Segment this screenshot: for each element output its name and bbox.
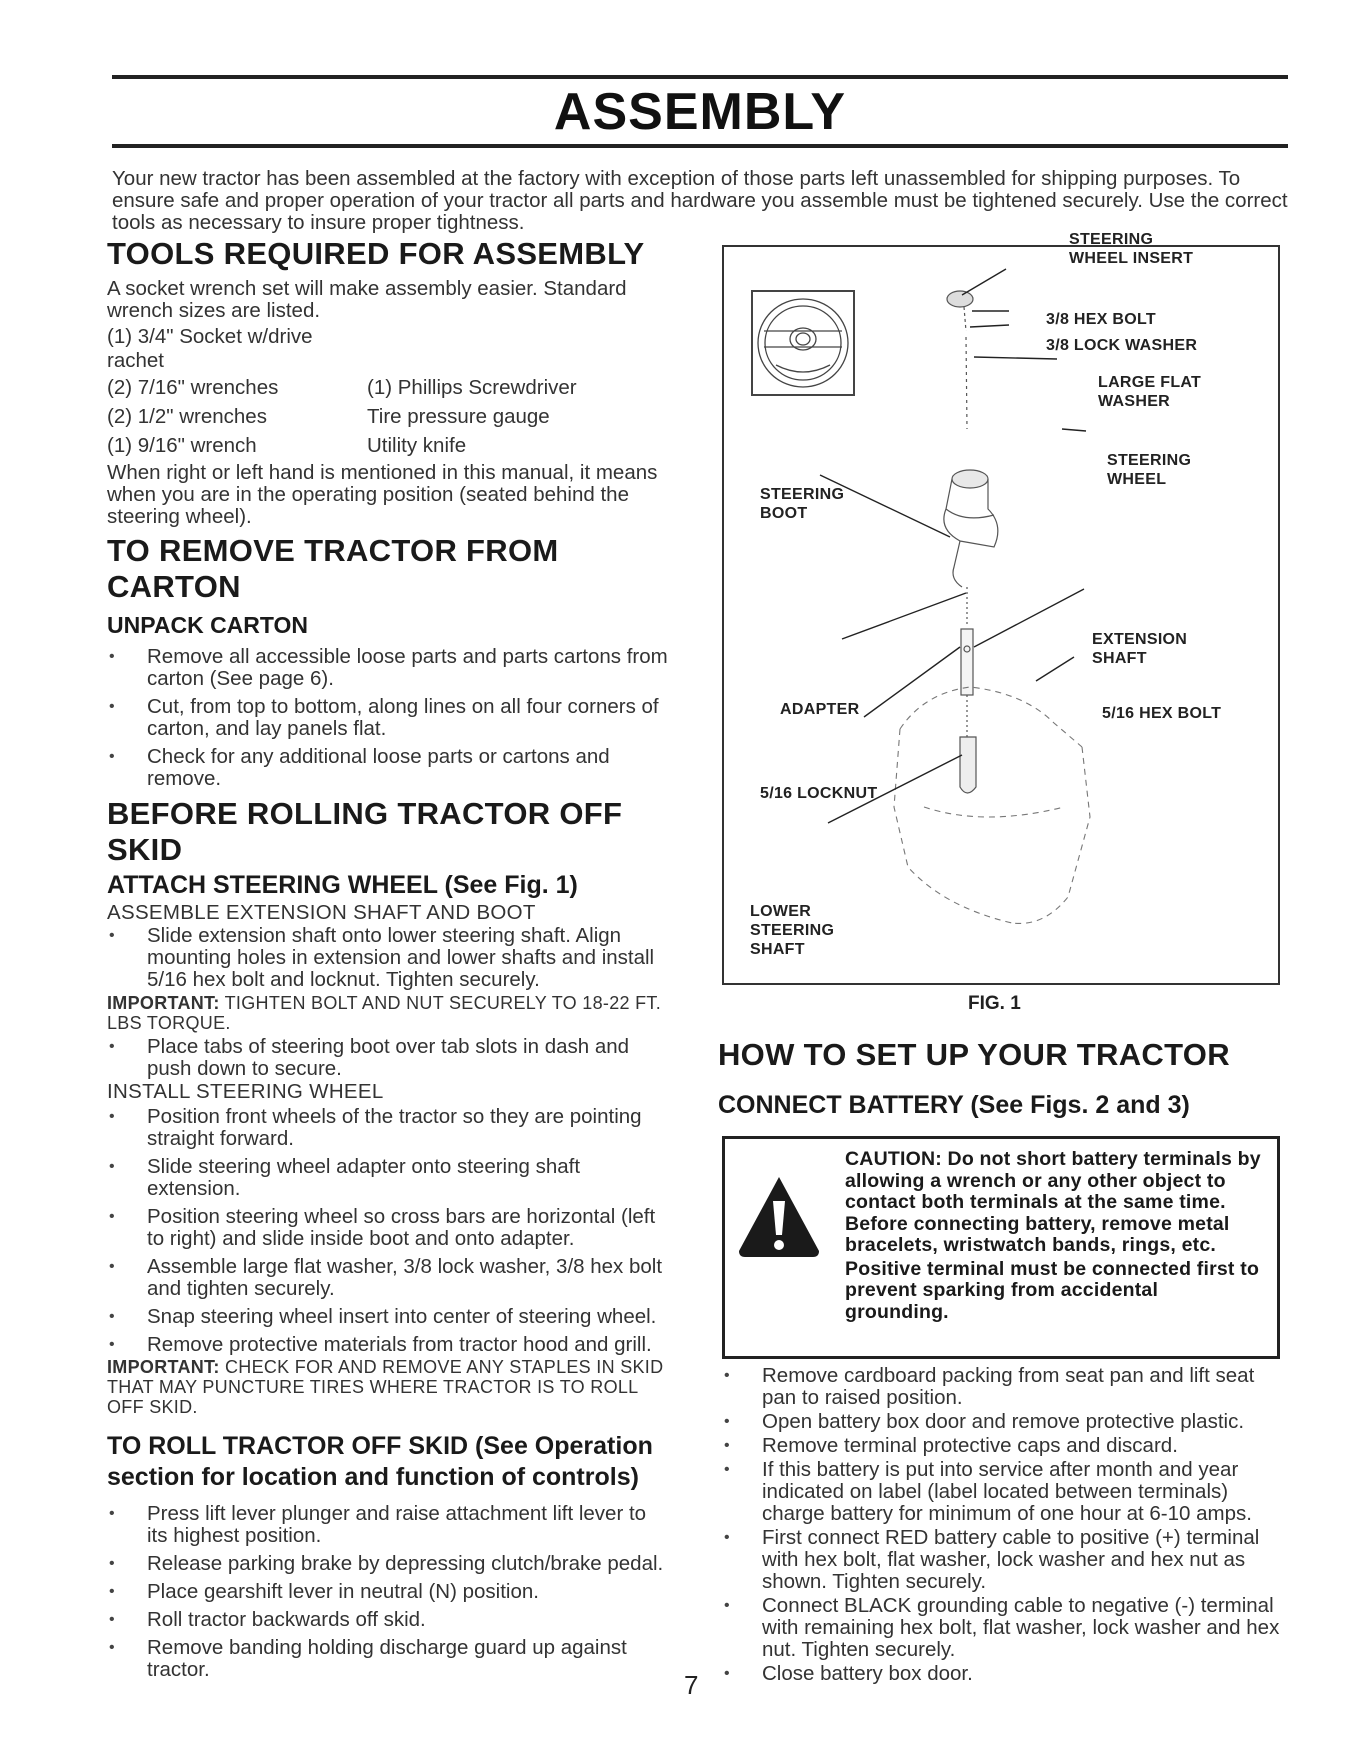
label-38-hex-bolt: 3/8 HEX BOLT: [1046, 311, 1156, 328]
hand-note: When right or left hand is mentioned in this manual, it means when you are in the operating position (seated behind the steering wheel).: [107, 461, 658, 528]
important-torque: IMPORTANT: TIGHTEN BOLT AND NUT SECURELY TO 18-22 FT. LBS TORQUE.: [107, 993, 662, 1033]
caution-text: CAUTION: Do not short battery terminals by allowing a wrench or any other object to contact both terminals at the same time. Before connecting battery, remove metal bracelets, wristwatch bands, rings, etc.: [845, 1148, 1261, 1256]
left-column: [107, 236, 669, 1681]
roll-list: [107, 1503, 669, 1681]
battery-list: [722, 1365, 1287, 1685]
step-extension: ASSEMBLE EXTENSION SHAFT AND BOOT: [107, 901, 536, 924]
list-item: • Snap steering wheel insert into center of steering wheel.: [107, 1306, 669, 1328]
steering-assembly-drawing: [724, 247, 1278, 983]
roll-heading: TO ROLL TRACTOR OFF SKID (See Operation section for location and function of controls): [107, 1432, 653, 1491]
label-steering-boot: STEERING BOOT: [760, 486, 845, 522]
label-adapter: ADAPTER: [780, 701, 860, 718]
tools-text: A socket wrench set will make assembly easier. Standard wrench sizes are listed.: [107, 277, 627, 322]
attach-subheading: ATTACH STEERING WHEEL (See Fig. 1): [107, 871, 578, 899]
list-item: • Place tabs of steering boot over tab slots in dash and push down to secure.: [107, 1036, 669, 1080]
right-column: [718, 1037, 1283, 1120]
figure-1: [722, 231, 1280, 985]
list-item: • Cut, from top to bottom, along lines on all four corners of carton, and lay panels flat.: [107, 696, 669, 740]
dash-outline: [894, 687, 1090, 923]
figure-caption: FIG. 1: [968, 993, 1021, 1014]
list-item: • Open battery box door and remove protective plastic.: [722, 1411, 1287, 1433]
top-rule: [112, 75, 1288, 79]
label-516-locknut: 5/16 LOCKNUT: [760, 785, 878, 802]
warning-icon: [737, 1175, 821, 1259]
list-item: • Press lift lever plunger and raise attachment lift lever to its highest position.: [107, 1503, 669, 1547]
label-large-flat-washer: LARGE FLAT WASHER: [1098, 374, 1202, 410]
label-516-hex-bolt: 5/16 HEX BOLT: [1102, 705, 1222, 722]
steering-wheel-inset: [752, 291, 854, 395]
tools-row: (2) 1/2" wrenches Tire pressure gauge: [107, 404, 550, 428]
battery-subheading: CONNECT BATTERY (See Figs. 2 and 3): [718, 1091, 1190, 1119]
list-item: • Roll tractor backwards off skid.: [107, 1609, 669, 1631]
list-item: • Release parking brake by depressing clutch/brake pedal.: [107, 1553, 669, 1575]
tools-heading: TOOLS REQUIRED FOR ASSEMBLY: [107, 236, 645, 271]
remove-heading: TO REMOVE TRACTOR FROM CARTON: [107, 533, 559, 604]
label-38-lock-washer: 3/8 LOCK WASHER: [1046, 337, 1198, 354]
install-list: [107, 1106, 669, 1356]
list-item: • Position steering wheel so cross bars are horizontal (left to right) and slide inside boot and onto adapter.: [107, 1206, 669, 1250]
list-item: • Place gearshift lever in neutral (N) position.: [107, 1581, 669, 1603]
list-item: • Remove banding holding discharge guard up against tractor.: [107, 1637, 669, 1681]
list-item: • Check for any additional loose parts or cartons and remove.: [107, 746, 669, 790]
important-staples: IMPORTANT: CHECK FOR AND REMOVE ANY STAPLES IN SKID THAT MAY PUNCTURE TIRES WHERE TRACTOR IS TO ROLL OFF SKID.: [107, 1357, 664, 1417]
page-title: ASSEMBLY: [553, 83, 847, 141]
unpack-subheading: UNPACK CARTON: [107, 612, 309, 638]
unpack-list: [107, 646, 669, 790]
insert-hardware: [947, 291, 973, 429]
list-item: • Remove protective materials from tractor hood and grill.: [107, 1334, 669, 1356]
tools-row: (1) 3/4" Socket w/drive rachet: [107, 325, 313, 372]
title-rule: [112, 144, 1288, 148]
extension-list: [107, 925, 669, 991]
label-extension-shaft: EXTENSION SHAFT: [1092, 631, 1188, 667]
list-item: • Remove cardboard packing from seat pan and lift seat pan to raised position.: [722, 1365, 1287, 1409]
boot-shaft: [944, 470, 998, 793]
label-steering-wheel: STEERING WHEEL: [1107, 452, 1192, 488]
caution-box: [722, 1136, 1280, 1359]
list-item: • Slide steering wheel adapter onto steering shaft extension.: [107, 1156, 669, 1200]
list-item: • First connect RED battery cable to positive (+) terminal with hex bolt, flat washer, lock washer and hex nut as shown. Tighten securely.: [722, 1527, 1287, 1593]
list-item: • If this battery is put into service after month and year indicated on label (label located between terminals) charge battery for minimum of one hour at 6-10 amps.: [722, 1459, 1287, 1525]
list-item: • Assemble large flat washer, 3/8 lock washer, 3/8 hex bolt and tighten securely.: [107, 1256, 669, 1300]
list-item: • Remove terminal protective caps and discard.: [722, 1435, 1287, 1457]
setup-heading: HOW TO SET UP YOUR TRACTOR: [718, 1037, 1230, 1072]
page-number: 7: [684, 1670, 699, 1700]
step-install-wheel: INSTALL STEERING WHEEL: [107, 1080, 384, 1103]
tools-list: [107, 325, 577, 460]
list-item: • Remove all accessible loose parts and parts cartons from carton (See page 6).: [107, 646, 669, 690]
intro-text: Your new tractor has been assembled at the factory with exception of those parts left unassembled for shipping purposes. To ensure safe and proper operation of your tractor all parts and hardware you assemble must be tightened securely. Use the correct tools as necessary to insure proper tightness.: [112, 167, 1288, 234]
list-item: • Slide extension shaft onto lower steering shaft. Align mounting holes in extension and lower shafts and install 5/16 hex bolt and locknut. Tighten securely.: [107, 925, 669, 991]
tools-row: (1) 9/16" wrench Utility knife: [107, 433, 467, 457]
label-lower-steering-shaft: LOWER STEERING SHAFT: [750, 903, 835, 958]
tools-row: (2) 7/16" wrenches (1) Phillips Screwdriver: [107, 375, 577, 399]
caution-positive-text: Positive terminal must be connected first to prevent sparking from accidental grounding.: [845, 1257, 1260, 1323]
label-steering-wheel-insert: STEERING WHEEL INSERT: [1069, 231, 1194, 267]
list-item: • Connect BLACK grounding cable to negative (-) terminal with remaining hex bolt, flat washer, lock washer and hex nut. Tighten securely.: [722, 1595, 1287, 1661]
list-item: • Position front wheels of the tractor so they are pointing straight forward.: [107, 1106, 669, 1150]
before-heading: BEFORE ROLLING TRACTOR OFF SKID: [107, 796, 623, 867]
boot-list: [107, 1036, 669, 1080]
list-item: • Close battery box door.: [722, 1663, 1287, 1685]
